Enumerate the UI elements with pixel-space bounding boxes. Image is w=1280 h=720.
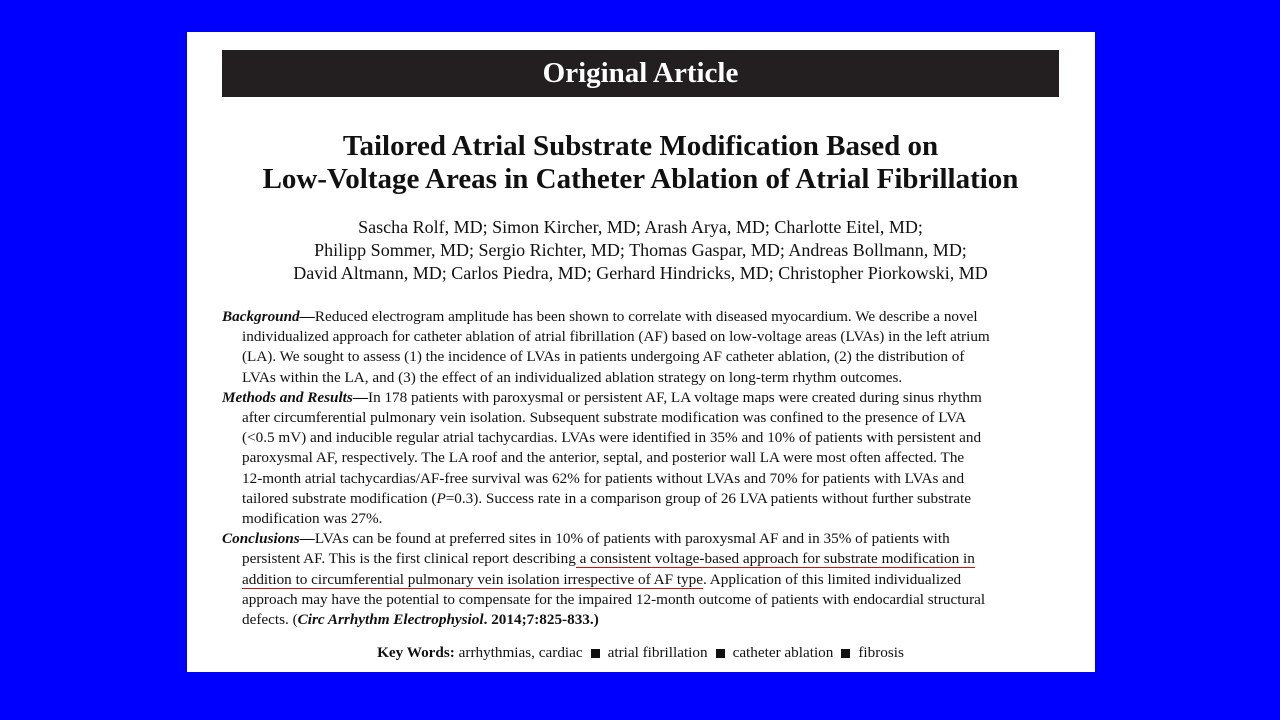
title-line-2: Low-Voltage Areas in Catheter Ablation of Atrial Fibrillation bbox=[262, 163, 1019, 195]
abstract-line bbox=[222, 570, 1062, 590]
abstract-line bbox=[222, 307, 1062, 327]
paper-title bbox=[207, 130, 1074, 196]
abstract-line: 12-month atrial tachycardias/AF-free survival was 62% for patients without LVAs and 70% for patients with LVAs and bbox=[242, 469, 965, 487]
key-words bbox=[207, 643, 1074, 663]
text-run: Reduced electrogram amplitude has been shown to correlate with diseased myocardium. We describe a novel bbox=[314, 308, 978, 325]
p-value-symbol: P bbox=[436, 489, 446, 507]
abstract-conclusions bbox=[222, 529, 1062, 630]
methods-heading: Methods and Results— bbox=[222, 388, 369, 406]
abstract bbox=[222, 307, 1062, 630]
authors-line-3: David Altmann, MD; Carlos Piedra, MD; Gerhard Hindricks, MD; Christopher Piorkowski, MD bbox=[293, 263, 988, 283]
abstract-line: LVAs within the LA, and (3) the effect of an individualized ablation strategy on long-term rhythm outcomes. bbox=[242, 368, 903, 386]
article-type-banner: Original Article bbox=[222, 50, 1059, 97]
abstract-line: (<0.5 mV) and inducible regular atrial tachycardias. LVAs were identified in 35% and 10% of patients with persistent and bbox=[242, 429, 982, 447]
keyword: atrial fibrillation bbox=[607, 644, 708, 661]
text-run: defects. ( bbox=[242, 611, 298, 629]
highlighted-text: addition to circumferential pulmonary vein isolation irrespective of AF type bbox=[242, 570, 703, 588]
abstract-line: (LA). We sought to assess (1) the incidence of LVAs in patients undergoing AF catheter ablation, (2) the distribution of bbox=[242, 348, 965, 366]
text-run: . Application of this limited individualized bbox=[703, 570, 962, 588]
keyword: arrhythmias, cardiac bbox=[458, 644, 583, 661]
abstract-methods-results bbox=[222, 388, 1062, 529]
text-run: persistent AF. This is the first clinical report describing bbox=[242, 550, 576, 568]
background-heading: Background— bbox=[222, 308, 315, 325]
keyword: catheter ablation bbox=[732, 644, 834, 661]
author-list bbox=[207, 216, 1074, 285]
paper-page bbox=[187, 32, 1095, 672]
abstract-line bbox=[222, 529, 1062, 549]
abstract-line bbox=[222, 489, 1062, 509]
journal-name: Circ Arrhythm Electrophysiol bbox=[297, 611, 484, 629]
abstract-line bbox=[222, 388, 1062, 408]
text-run: LVAs can be found at preferred sites in 10% of patients with paroxysmal AF and in 35% of patients with bbox=[314, 530, 950, 548]
abstract-line bbox=[222, 549, 1062, 569]
title-line-1: Tailored Atrial Substrate Modification Based on bbox=[342, 130, 939, 162]
citation bbox=[298, 611, 599, 628]
text-run: =0.3). Success rate in a comparison group of 26 LVA patients without further substrate bbox=[445, 489, 971, 507]
abstract-line bbox=[222, 610, 1062, 630]
square-bullet-icon bbox=[591, 649, 600, 658]
abstract-line: paroxysmal AF, respectively. The LA roof and the anterior, septal, and posterior wall LA were most often affected. The bbox=[242, 449, 965, 467]
conclusions-heading: Conclusions— bbox=[222, 530, 315, 548]
abstract-line: approach may have the potential to compensate for the impaired 12-month outcome of patients with endocardial structural bbox=[242, 590, 986, 608]
authors-line-2: Philipp Sommer, MD; Sergio Richter, MD; Thomas Gaspar, MD; Andreas Bollmann, MD; bbox=[314, 240, 967, 260]
highlighted-text: a consistent voltage-based approach for substrate modification in bbox=[575, 550, 975, 568]
square-bullet-icon bbox=[841, 649, 850, 658]
abstract-line: after circumferential pulmonary vein isolation. Subsequent substrate modification was confined to the presence of LVA bbox=[242, 409, 967, 427]
abstract-line: individualized approach for catheter ablation of atrial fibrillation (AF) based on low-voltage areas (LVAs) in the left atrium bbox=[242, 328, 990, 346]
abstract-background bbox=[222, 307, 1062, 388]
abstract-line: modification was 27%. bbox=[242, 510, 383, 528]
keyword: fibrosis bbox=[858, 644, 904, 661]
citation-details: . 2014;7:825-833.) bbox=[483, 611, 599, 629]
square-bullet-icon bbox=[716, 649, 725, 658]
text-run: tailored substrate modification ( bbox=[242, 489, 437, 507]
key-words-label: Key Words: bbox=[377, 644, 459, 661]
text-run: In 178 patients with paroxysmal or persistent AF, LA voltage maps were created during sinus rhythm bbox=[368, 388, 982, 406]
authors-line-1: Sascha Rolf, MD; Simon Kircher, MD; Arash Arya, MD; Charlotte Eitel, MD; bbox=[358, 217, 923, 237]
